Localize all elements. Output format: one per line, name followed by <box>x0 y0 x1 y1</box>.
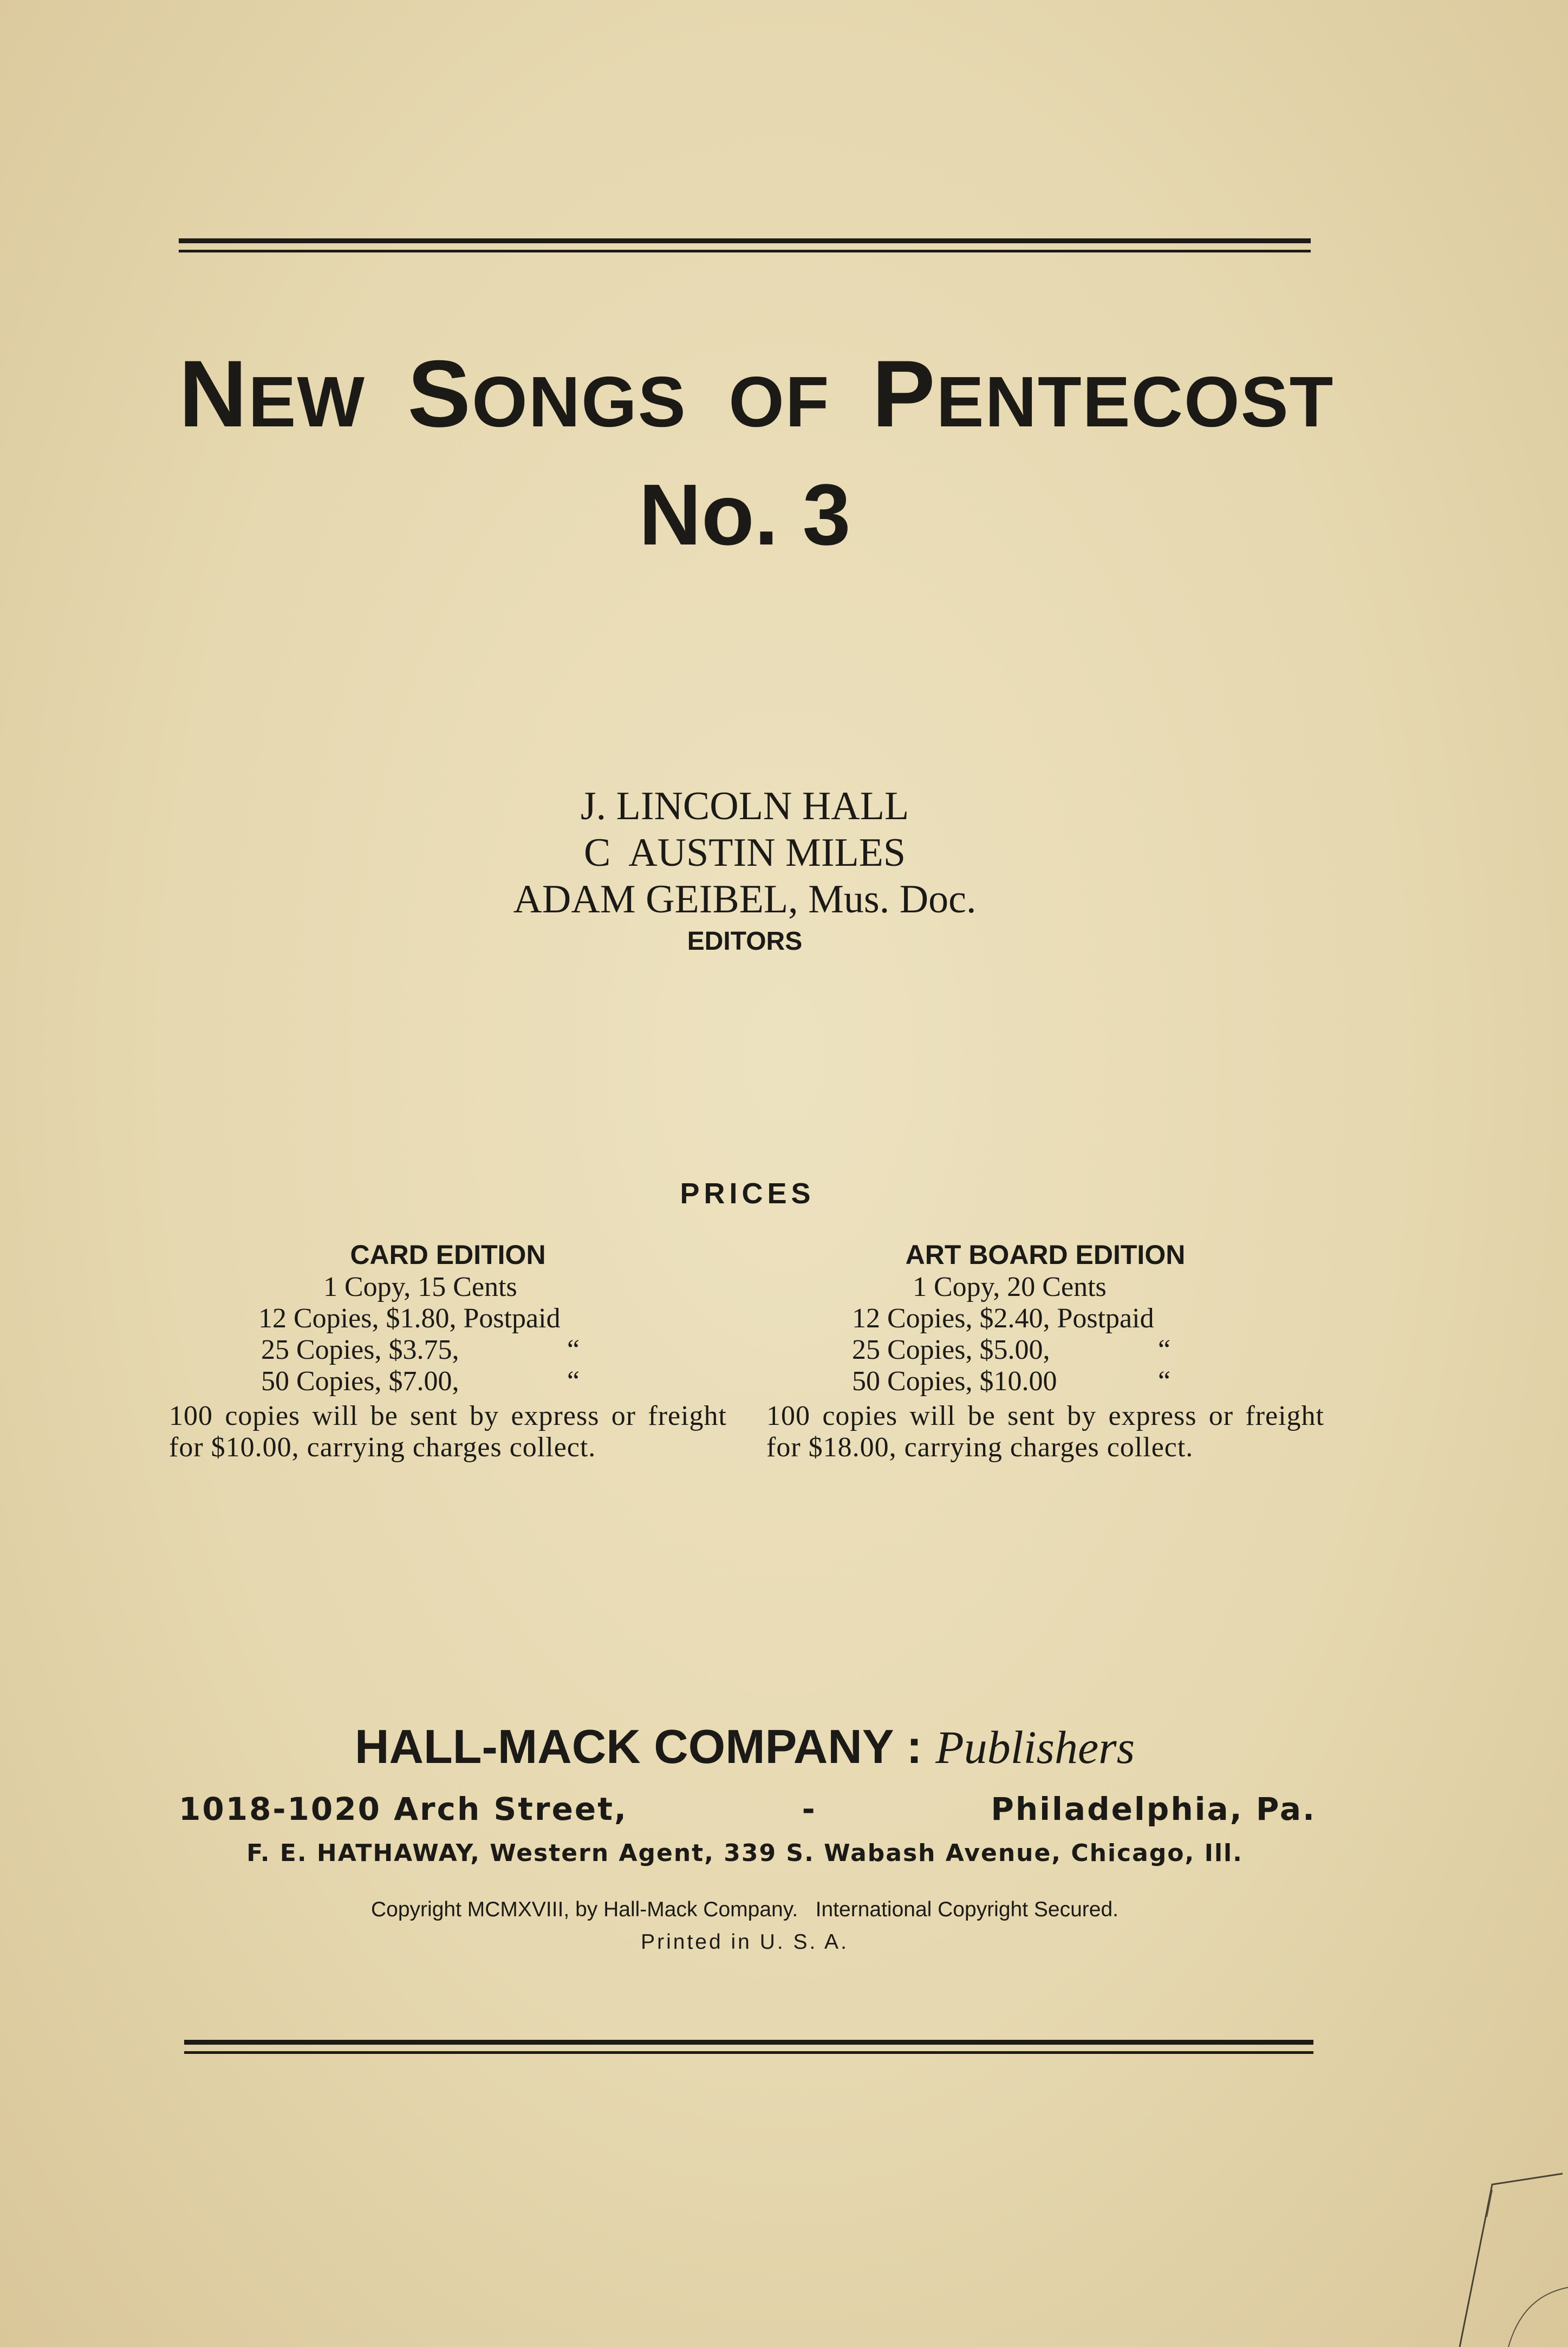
prices-heading: PRICES <box>680 1177 815 1210</box>
copyright-block <box>179 1894 1311 1959</box>
top-double-rule <box>179 238 1311 252</box>
ditto-mark: “ <box>567 1334 580 1365</box>
art-board-edition-prices <box>766 1238 1324 1463</box>
title-initial: P <box>871 341 936 447</box>
price-row <box>766 1272 1324 1303</box>
price-row <box>169 1334 727 1366</box>
address-dash: - <box>802 1791 817 1827</box>
western-agent-line: F. E. HATHAWAY, Western Agent, 339 S. Wabash Avenue, Chicago, Ill. <box>246 1839 1243 1867</box>
express-note: 100 copies will be sent by express or freight for $10.00, carrying charges collect. <box>169 1401 727 1463</box>
price-row <box>766 1303 1324 1334</box>
price-text: 25 Copies, $5.00, <box>852 1334 1050 1365</box>
editors-label: EDITORS <box>687 927 803 956</box>
torn-corner-icon <box>1427 2168 1568 2347</box>
publisher-role: Publishers <box>935 1721 1135 1773</box>
express-note: 100 copies will be sent by express or freight for $18.00, carrying charges collect. <box>766 1401 1324 1463</box>
card-edition-prices <box>169 1238 727 1463</box>
bottom-double-rule <box>184 2040 1313 2054</box>
title-initial: S <box>407 341 472 447</box>
publisher-name: HALL-MACK COMPANY <box>354 1720 893 1773</box>
street-address: 1018-1020 Arch Street, <box>179 1791 628 1827</box>
price-row <box>766 1334 1324 1366</box>
price-row <box>169 1272 727 1303</box>
publisher-line <box>179 1720 1311 1773</box>
title-word: EW <box>248 362 366 442</box>
ditto-mark: “ <box>567 1366 580 1397</box>
title-initial: N <box>179 341 249 447</box>
price-row <box>169 1303 727 1334</box>
book-title <box>179 341 1335 447</box>
copyright-line: Copyright MCMXVIII, by Hall-Mack Company. International Copyright Secured. <box>371 1898 1118 1921</box>
price-text: 50 Copies, $10.00 <box>852 1366 1057 1397</box>
editor-name: C AUSTIN MILES <box>583 831 906 875</box>
price-text: 12 Copies, $2.40, Postpaid <box>852 1303 1154 1334</box>
price-row <box>766 1366 1324 1397</box>
price-text: 50 Copies, $7.00, <box>261 1366 459 1397</box>
title-word: ENTECOST <box>936 362 1335 442</box>
price-row <box>169 1366 727 1397</box>
edition-heading: CARD EDITION <box>350 1240 546 1270</box>
title-word: OF <box>728 362 830 442</box>
city-state: Philadelphia, Pa. <box>991 1791 1316 1827</box>
editor-name: ADAM GEIBEL, Mus. Doc. <box>513 877 977 922</box>
title-word: ONGS <box>472 362 687 442</box>
publisher-address <box>179 1791 1316 1827</box>
editor-name: J. LINCOLN HALL <box>580 784 909 828</box>
price-text: 1 Copy, 15 Cents <box>323 1272 517 1302</box>
volume-number: No. 3 <box>639 466 851 563</box>
publisher-separator: : <box>906 1720 922 1773</box>
edition-heading: ART BOARD EDITION <box>905 1240 1186 1270</box>
ditto-mark: “ <box>1158 1366 1171 1397</box>
price-text: 12 Copies, $1.80, Postpaid <box>258 1303 561 1334</box>
price-text: 25 Copies, $3.75, <box>261 1334 459 1365</box>
printed-line: Printed in U. S. A. <box>641 1930 849 1954</box>
editors-block <box>379 783 1110 961</box>
price-text: 1 Copy, 20 Cents <box>913 1272 1107 1302</box>
ditto-mark: “ <box>1158 1334 1171 1365</box>
